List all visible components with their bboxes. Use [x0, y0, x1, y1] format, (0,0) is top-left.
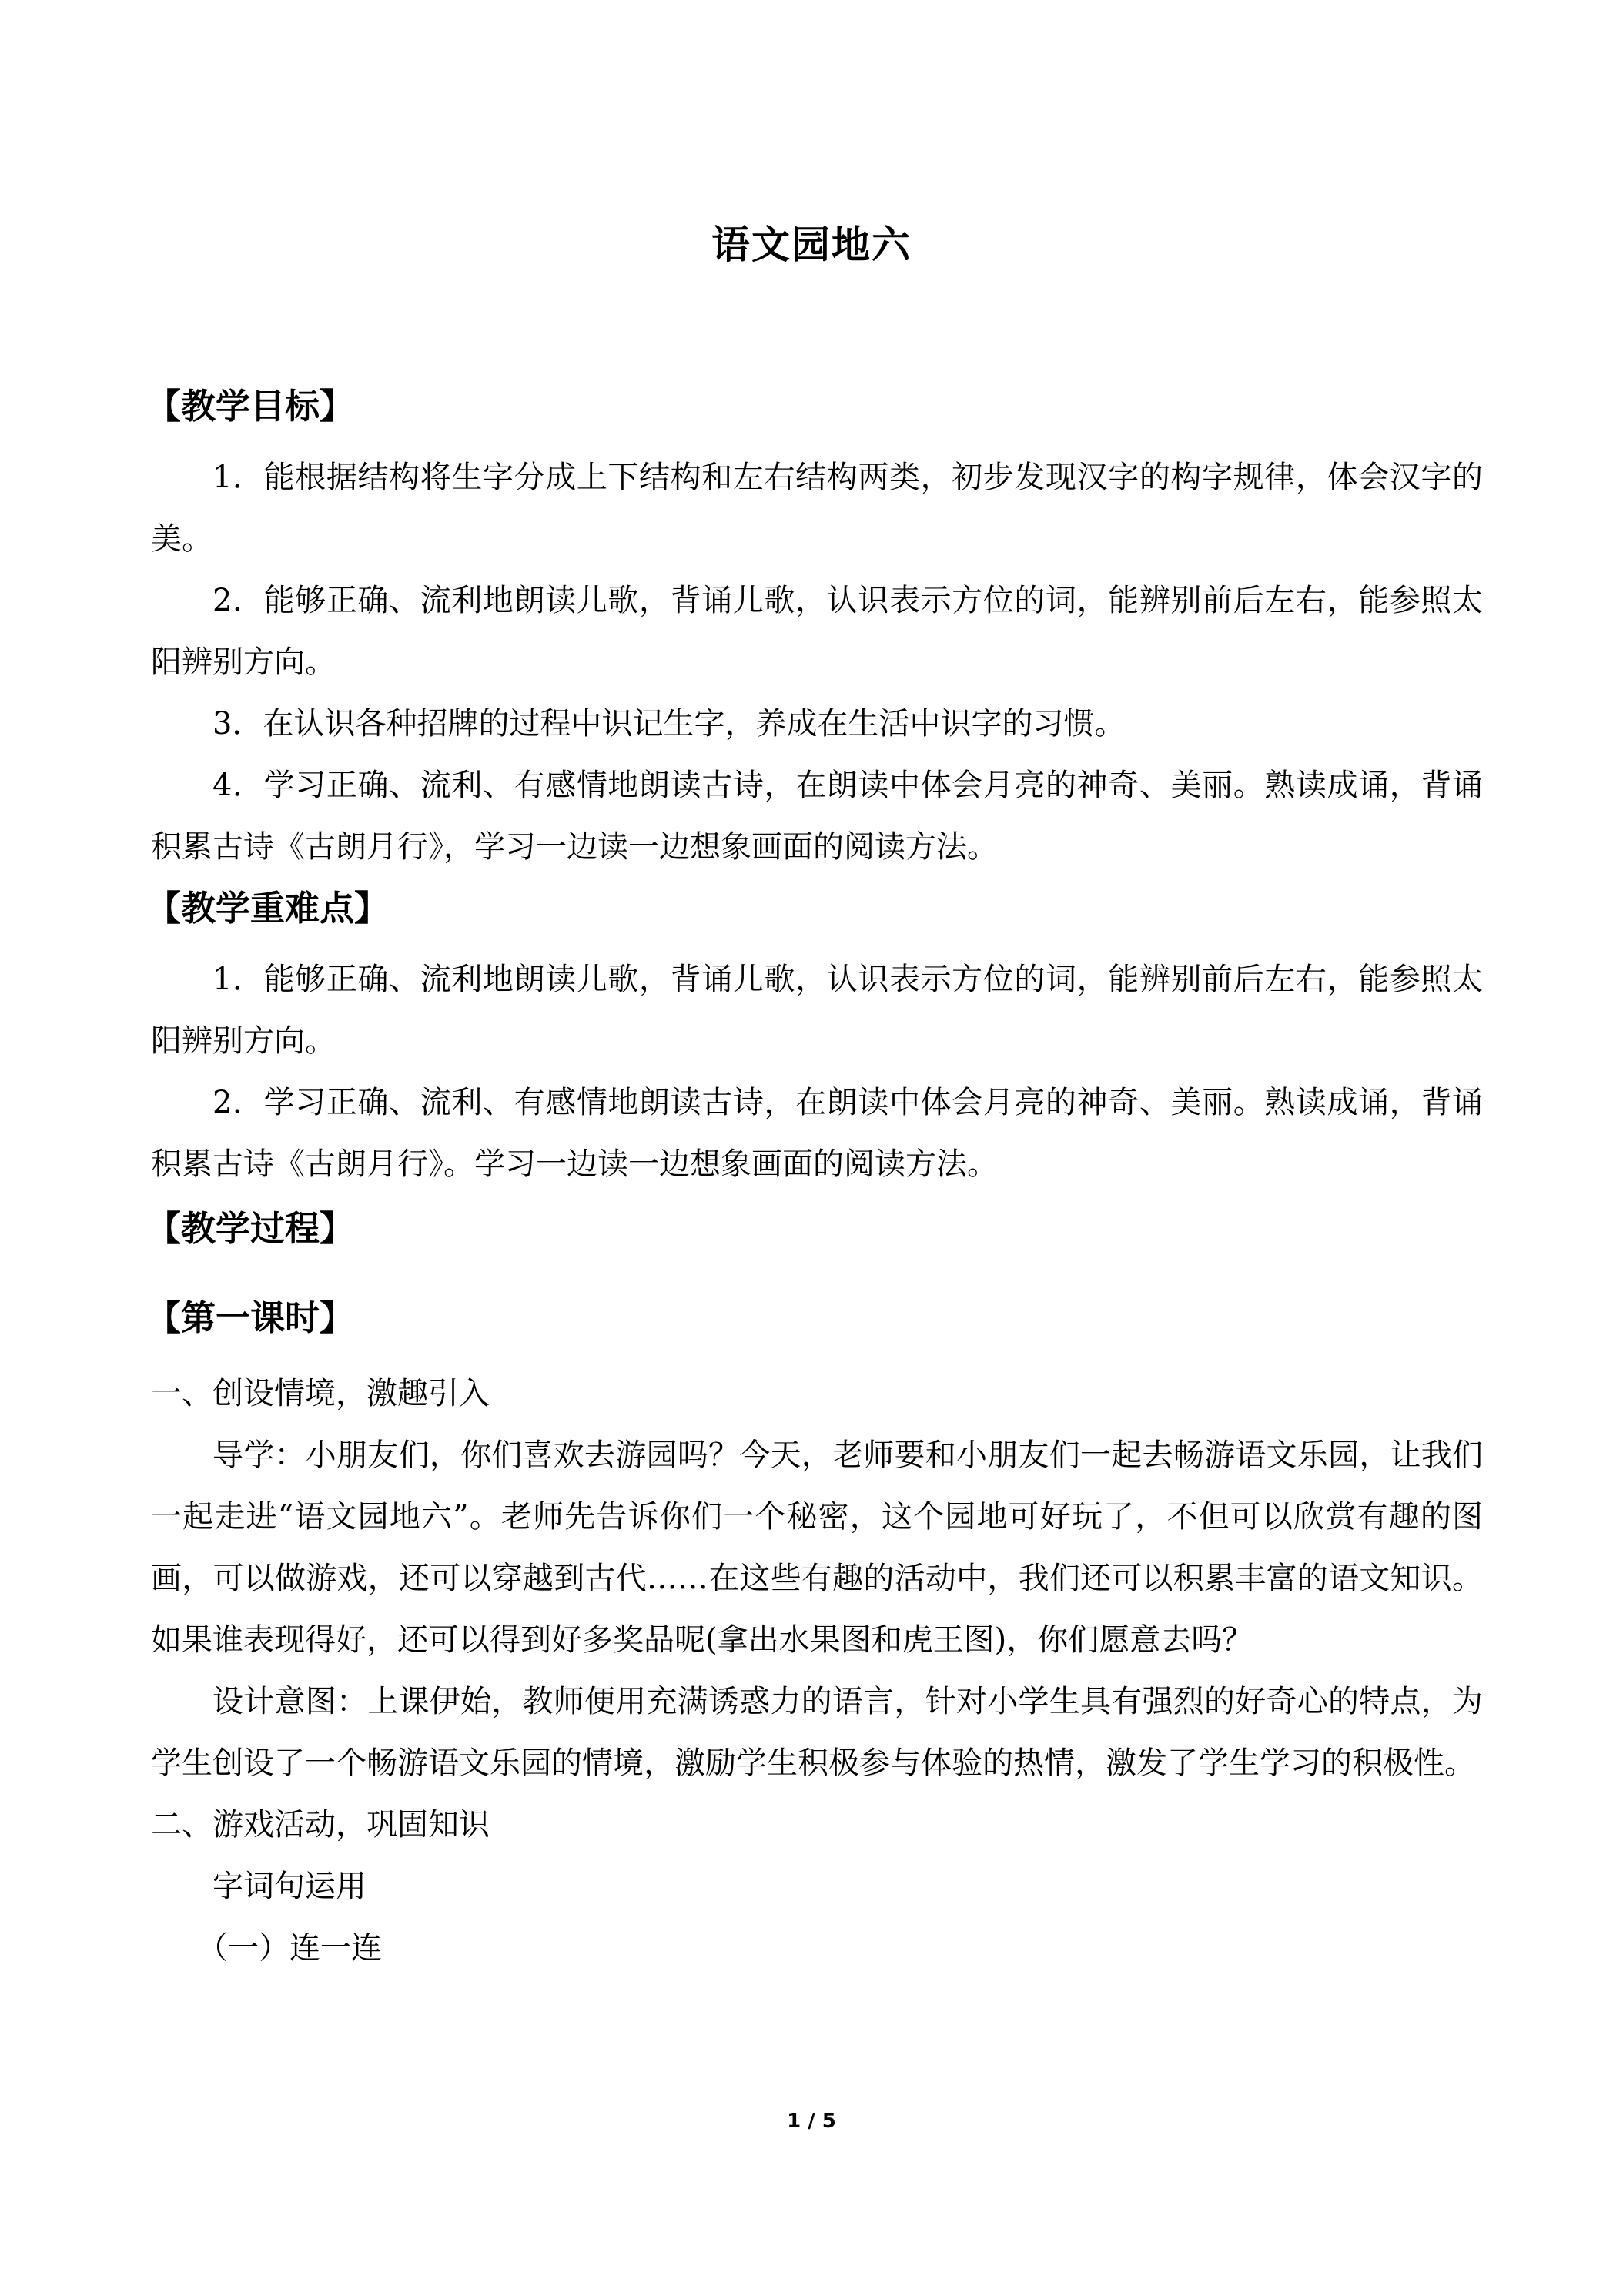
document-body — [146, 383, 1483, 1979]
objective-item-4: 4．学习正确、流利、有感情地朗读古诗，在朗读中体会月亮的神奇、美丽。熟读成诵，背诵积累古诗《古朗月行》，学习一边读一边想象画面的阅读方法。 — [151, 768, 1483, 865]
step-2-item-1: （一）连一连 — [197, 1930, 382, 1966]
section-heading-lesson-1: 【第一课时】 — [146, 1297, 355, 1338]
step-2-subtitle: 字词句运用 — [212, 1869, 366, 1904]
objective-item-3: 3．在认识各种招牌的过程中识记生字，养成在生活中识字的习惯。 — [212, 706, 1126, 741]
objective-item-1: 1．能根据结构将生字分成上下结构和左右结构两类，初步发现汉字的构字规律，体会汉字的美。 — [151, 460, 1483, 557]
step-1-title: 一、创设情境，激趣引入 — [151, 1376, 490, 1411]
objective-item-2: 2．能够正确、流利地朗读儿歌，背诵儿歌，认识表示方位的词，能辨别前后左右，能参照太阳辨别方向。 — [151, 583, 1483, 680]
key-point-item-1: 1．能够正确、流利地朗读儿歌，背诵儿歌，认识表示方位的词，能辨别前后左右，能参照太阳辨别方向。 — [151, 962, 1483, 1059]
key-point-item-2: 2．学习正确、流利、有感情地朗读古诗，在朗读中体会月亮的神奇、美丽。熟读成诵，背诵积累古诗《古朗月行》。学习一边读一边想象画面的阅读方法。 — [151, 1085, 1483, 1182]
step-1-text: 导学：小朋友们，你们喜欢去游园吗？今天，老师要和小朋友们一起去畅游语文乐园，让我们一起走进“语文园地六”。老师先告诉你们一个秘密，这个园地可好玩了，不但可以欣赏有趣的图画，可以做游戏，还可以穿越到古代……在这些有趣的活动中，我们还可以积累丰富的语文知识。如果谁表现得好，还可以得到好多奖品呢(拿出水果图和虎王图)，你们愿意去吗？ — [151, 1438, 1483, 1658]
page-number: 1 / 5 — [787, 2110, 836, 2133]
section-heading-key-points: 【教学重难点】 — [146, 888, 390, 929]
step-2-title: 二、游戏活动，巩固知识 — [151, 1807, 490, 1842]
section-heading-process: 【教学过程】 — [146, 1208, 355, 1249]
section-heading-objectives: 【教学目标】 — [146, 386, 355, 427]
step-1-design-intent: 设计意图：上课伊始，教师便用充满诱惑力的语言，针对小学生具有强烈的好奇心的特点，为学生创设了一个畅游语文乐园的情境，激励学生积极参与体验的热情，激发了学生学习的积极性。 — [151, 1684, 1483, 1781]
document-title: 语文园地六 — [711, 222, 912, 267]
